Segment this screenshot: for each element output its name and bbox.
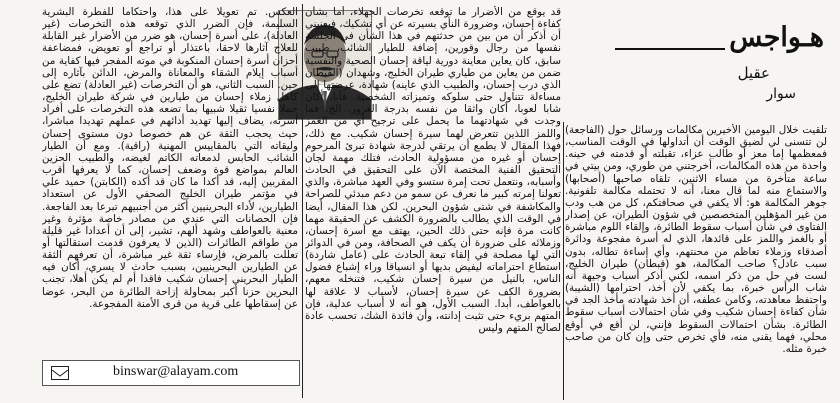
article-text-middle: قد يوقع من الأضرار ما توقعه تخرصات الجهلاء، أما بشأن كفاءة إحسان، وضرورة النأي بسيرته عن أي تشكيك، فبعنيني أن أذكر أن من بين من حدثتهم في هذا الشأن في الجلسة نفسها من رجال وقورين، إضافة للطيار الشائب، طبيب سابق، كان يعاين معاينة دورية لياقة إحسان الصحية والنفسية ضمن من يعاين من طياري طيران الخليج، وشهدان (القبطان الذي درب إحسان، والطبيب الذي عاينه) شهادة، عرضتها إلى مساءلة تتناول حتى سلوكه وتميزاته الشخصية. فأنا، أكان شابا لعوبا، أكان واثقا من نفسه بدرجة الغرور. الخ. فما وجدت في شهادتهما ما يحمل على ترجيح أي من الغمز واللمز اللذين تتعرض لهما سيرة إحسان شكيب. مع ذلك، فهذا المقال لا يطمع أن يرتقي لدرجة شهادة تبرئ المرحوم إحسان أو غيره من مسؤولية الحادث، فتلك مهمة لجان التحقيق الفنية المختصة الآن على التحقيق في الحادث وأسبابه، ونتعمل تحت إمرة ستسو وفي العهد مباشرة، والذي تعولنا إمرته كبير ما نعرف عن سمو من دعم مبدئي للصراحة والمكاشفة في شتى شؤون البحرين. لكن هذا المقال، أيضا في الوقت الذي يطالب بالضرورة الكشف عن الحقيقة مهما كانت مرة فإنه حتى ذلك الحين، يهتف مع أسرة إحسان، وزملائه على ضرورة أن يكف في الصحافة، ومن في الدوائر التي لها مصلحة في إلقاء تبعة الحادث على (عامل شاردة) استطاع احتراماته ليفيض بديها أو انسياقا وراء إشباع فضول الناس، بالنيل من سيرة إحسان شكيب، فتنخله معهم، بضرورة الكف عن سيرة إحسان، لأسباب لا علاقة لها بالعواطف، أبدا. السبب الأول، هو أنه لا أسباب عدلية، فإن المتهم بريء حتى تثبت إدانته، وأن فائدة الشك، تحسب عادة لصالح المتهم وليس	[305, 6, 561, 335]
author-last-name: سوار	[766, 86, 796, 102]
column-title: هـواجس	[729, 22, 824, 53]
article-text-left: العكس. تم تعويلا على هذا، واحتكاما للفطرة البشرية السليمة، فإن الضرر الذي توقعه هذه التخرصات (غير العادلة)، على أسرة إحسان، هو ضرر من الأضرار غير القابلة للعلاج آثارها لاحقا، باعتذار أو تراجع أو تعويض، فمضاعفة أحزان أسرة إحسان المنكوبة في موته المفجر فيها كفاية من أسباب إيلام الشقاء والمعاناة والمرض، الدائن بآثاره إلى حين. السبب الثاني، هو أن التخرصات (غير العادلة) تضع على كاهل زملاء إحسان من طيارين في شركة طيران الخليج، حملا نفسيا ثقيلا شبيها بما تضعه هذه التخرصات على أفراد أسرته، يضاف إليها تهديد أدائهم في عملهم تهديدا مباشرا، حيث يحجب الثقة عن هم خصوصا دون مستوى إحسان وليقاته التي بالمقاييس المهنية (راقية). ومع أن الطيار الشائب الحابس لدمعاته الكاتم لغيضه، والطبيب الحزين العالم بمواضع قوة وضعف إحسان، كما لا يعرفها أقرب المقربين إليه، قد أكدا ما كان قد أكده (الكابتن) حميد علي في مؤتمر طيران الخليج الصحفي الأول عن استعداد الطيارين، لأداء البحرينيين أكثر من أجنبيهم تبرعا بعد الفاجعة. فإن الحصانات التي عندي من مصادر خاصة مؤثرة وغير معنية بالعواطف وشهد ألهم، تشير، إلى أن أعدادا غير قليلة من طواقم الطائرات (الذين لا يعرفون قدمت استقالتها أو تعللت بالمرض، فإرساء ثقة غير مباشرة، أن تعرفهم الثقة عن الطيارين البحرينيين، بسبب حادث لا يسري، أكان فيه الطيار البحريني إحسان شكيب فاقدا أم لم يكن أهلا، تجنب البحرين حزنا أكبر بمحاولة إزاحة الطائرة من البحر، عوضا عن إسقاطها على قرية من قرى الأمنة المفجوعة.	[42, 6, 298, 310]
article-column-right	[565, 124, 827, 398]
article-column-middle	[305, 6, 561, 398]
author-first-name: عقيل	[737, 64, 770, 82]
title-divider	[615, 48, 725, 50]
column-divider-right	[563, 122, 564, 400]
author-email[interactable]: binswar@alayam.com	[113, 364, 239, 379]
envelope-icon	[51, 366, 69, 380]
article-text-right: تلقيت خلال اليومين الأخيرين مكالمات ورسائل حول (الفاجعة) لن تتسنى لي لضيق الوقت أن أتداولها في الوقت المناسب، فمعظمها إما معز أو طالب عزاء، تقبلته أو قدمته في حينه. واحدة من هذه المكالمات، أخرجتني من طوري، ومن بيتي في ساعة متأخرة من مساء الاثنين، تلقاه صاحبها (أصحابها) والاستماع منه لما قال معنا، أنه لا تحتمله مكالمة تلفونية. جوهر المكالمة هو: ألا يكفي في صحافتكم، كل من هب ودب من غير المؤهلين المتخصصين في شؤون الطيران، عن إصدار الفتاوى في شأن أسباب سقوط الطائرة، وإلقاء اللوم مباشرة أو بالغمز واللمز على قائدها، الذي له أسرة مفجوعة ودائرة أصدقاء وزملاء تعاظم من محنتهم، وأي إساءة تطاله، بدون سبب عادل؟ صاحب المكالمة، هو (قبطان) طيران الخليج، لست في حل من ذكر اسمه، لكني أذكر أسباب وجيهة أنه شاب الرأس خبرة، بما يكفي لأن أخذ، احترامها (الشيبة) واحتفظ معاهدته، وكامن عطفه، أن أخذ شهادته مأخذ الجد في شأن كفاءة إحسان شكيب وفي شأن احتمالات أسباب سقوط الطائرة. بشأن احتمالات السقوط فإنني، لن أقع في أوقع محلي، فهما يقنى منه، فأي تخرص حتى وإن كان من صاحب خبرة مثله.	[565, 124, 827, 355]
column-divider-left	[302, 4, 303, 398]
author-email-box[interactable]	[42, 360, 300, 386]
article-column-left	[42, 6, 298, 352]
